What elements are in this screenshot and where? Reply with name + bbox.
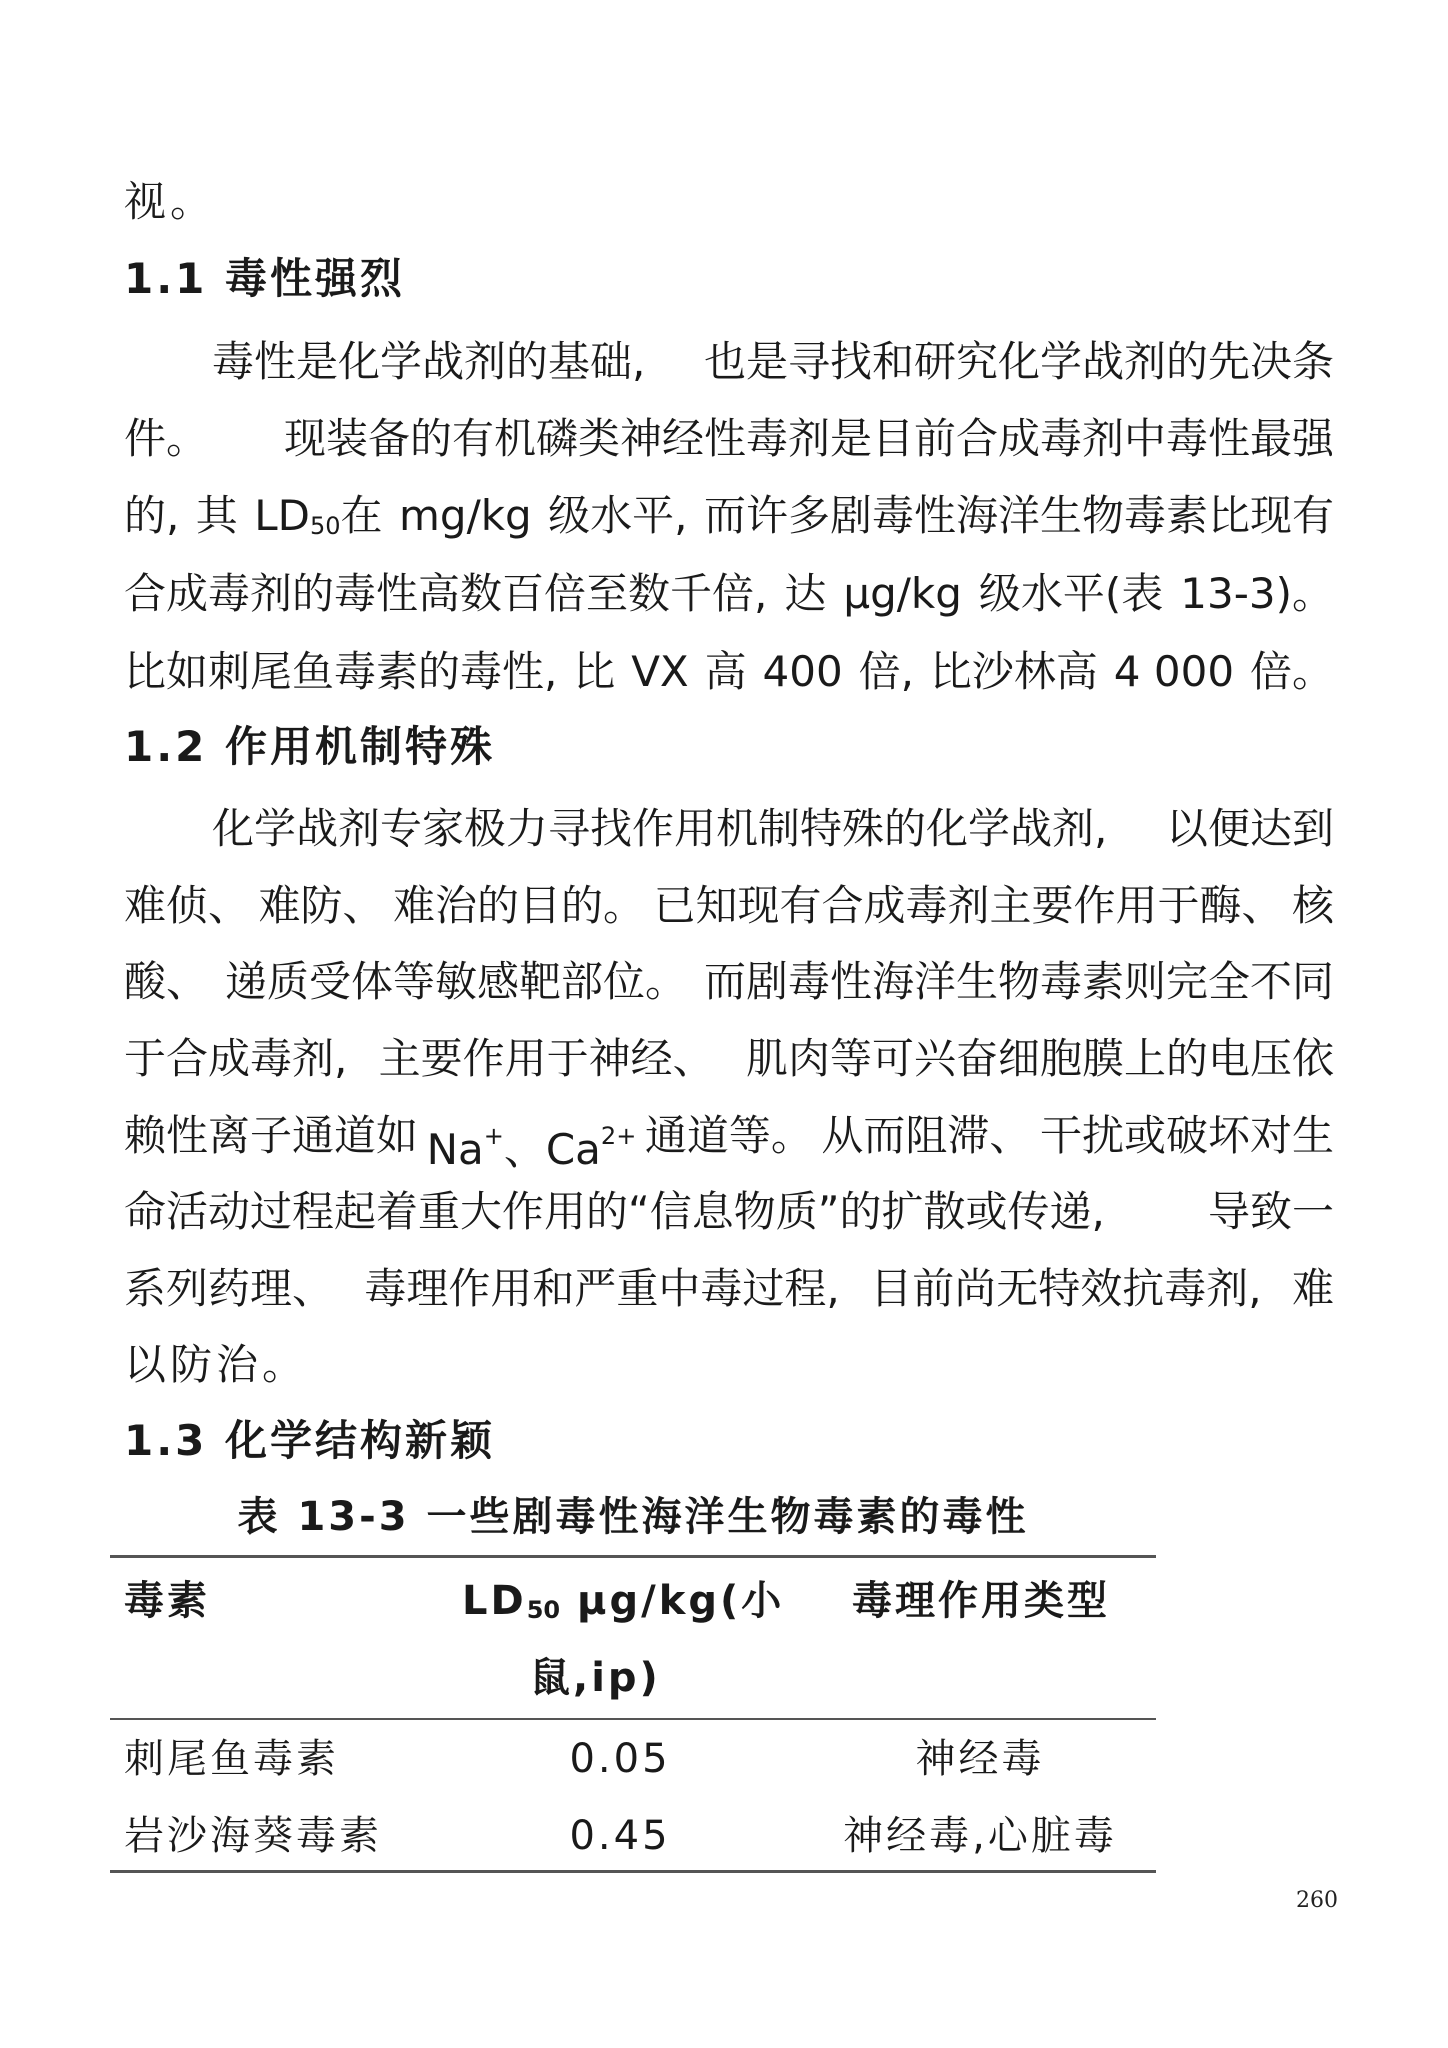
column-header-type: 毒理作用类型 [852,1578,1110,1624]
section-heading-1-1: 1.1 毒性强烈 [124,254,406,303]
table-bottom-rule [110,1870,1156,1873]
paragraph-line: 件。 现装备的有机磷类神经性毒剂是目前合成毒剂中毒性最强 [124,414,1334,463]
paragraph-line: 系列药理、 毒理作用和严重中毒过程, 目前尚无特效抗毒剂, 难 [124,1264,1334,1313]
cell-type: 神经毒,心脏毒 [843,1813,1117,1859]
cell-toxin: 刺尾鱼毒素 [124,1736,339,1782]
cell-ld50: 0.05 [569,1736,671,1782]
paragraph-line: 难侦、 难防、 难治的目的。 已知现有合成毒剂主要作用于酶、 核 [124,881,1334,930]
page-number: 260 [1296,1888,1338,1913]
table-top-rule [110,1555,1156,1558]
section-heading-1-3: 1.3 化学结构新颖 [124,1416,496,1465]
table-title: 表 13-3 一些剧毒性海洋生物毒素的毒性 [237,1494,1029,1540]
paragraph-line: 赖性离子通道如 Na+、$Ca^{2+}$ 通道等。 从而阻滞、 干扰或破坏对生 [124,1111,1334,1174]
cell-ld50: 0.45 [569,1813,671,1859]
paragraph-line: 酸、 递质受体等敏感靶部位。 而剧毒性海洋生物毒素则完全不同 [124,957,1334,1006]
table-header-rule [110,1718,1156,1720]
paragraph-line: 合成毒剂的毒性高数百倍至数千倍, 达 μg/kg 级水平(表 13-3)。 [124,569,1334,618]
paragraph-line: 视。 [124,177,217,226]
paragraph-line: 于合成毒剂, 主要作用于神经、 肌肉等可兴奋细胞膜上的电压依 [124,1034,1334,1083]
paragraph-line: 的, 其 $LD_{50}$在 mg/kg 级水平, 而许多剧毒性海洋生物毒素比现有 [124,491,1334,540]
cell-toxin: 岩沙海葵毒素 [124,1813,382,1859]
cell-type: 神经毒 [915,1736,1045,1782]
paragraph-line: 命活动过程起着重大作用的“信息物质”的扩散或传递, 导致一 [124,1187,1334,1236]
column-header-ld50: $LD_{50}$ μg/kg(小 [462,1578,785,1624]
column-header-ld50-line2: 鼠,ip) [530,1655,661,1701]
paragraph-line: 以防治。 [124,1340,309,1389]
section-heading-1-2: 1.2 作用机制特殊 [124,722,496,771]
column-header-toxin: 毒素 [124,1578,210,1624]
paragraph-line: 比如刺尾鱼毒素的毒性, 比 VX 高 400 倍, 比沙林高 4 000 倍。 [124,647,1334,696]
paragraph-line: 毒性是化学战剂的基础, 也是寻找和研究化学战剂的先决条 [212,337,1334,386]
paragraph-line: 化学战剂专家极力寻找作用机制特殊的化学战剂, 以便达到 [212,804,1334,853]
